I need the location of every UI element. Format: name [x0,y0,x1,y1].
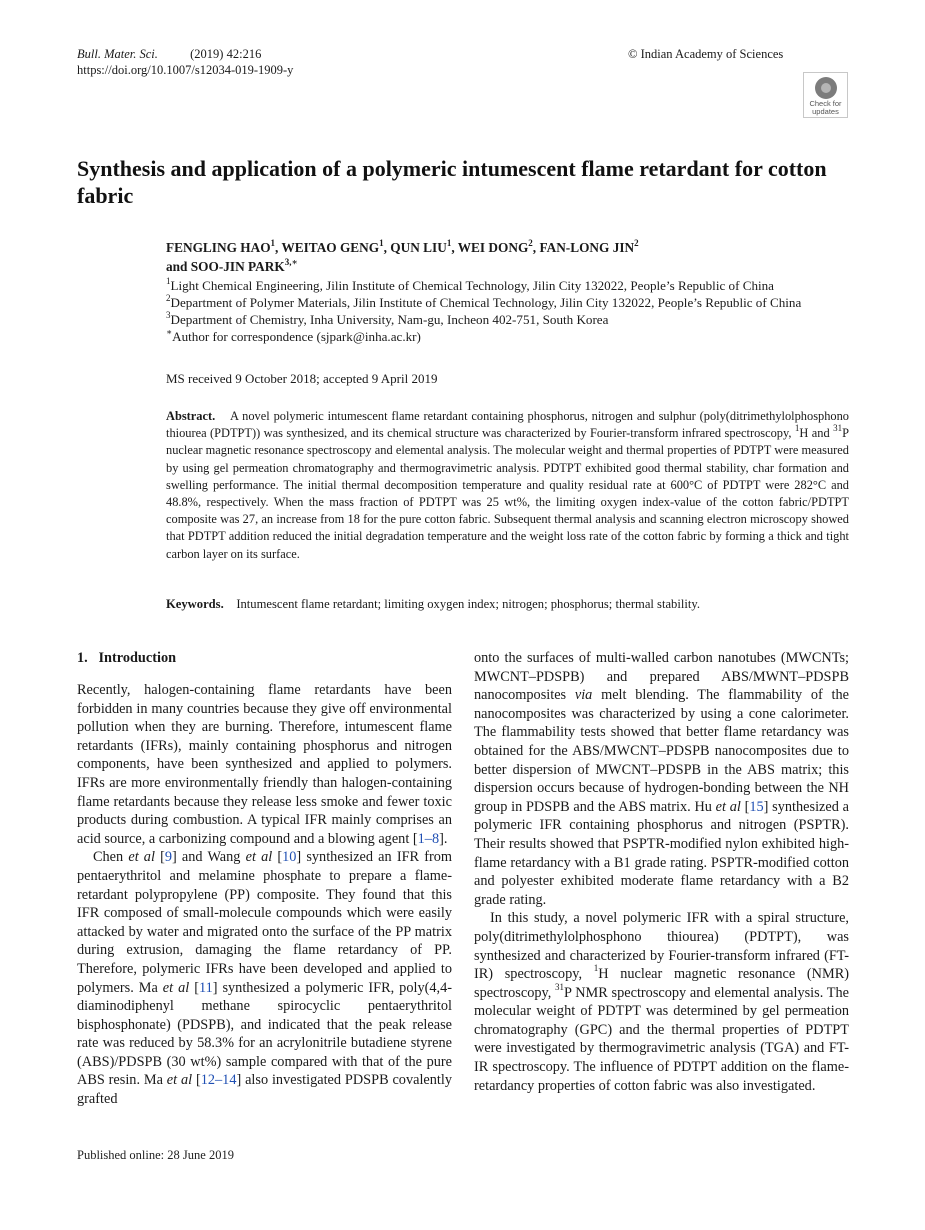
et-al: et al [245,849,273,866]
author-sep: , [532,240,540,255]
author-sup: 2 [528,237,533,248]
affiliation-sup: 3 [166,309,171,320]
para-text: [ [740,798,750,815]
para-sup: 31 [555,981,565,992]
author: WEITAO GENG [281,240,380,255]
doi-link[interactable]: https://doi.org/10.1007/s12034-019-1909-y [77,63,294,77]
author-sup: 1 [379,237,384,248]
published-online: Published online: 28 June 2019 [77,1148,234,1162]
para-text: ] synthesized a polymeric IFR containing phosphorus and nitrogen (PSPTR). Their results showed that PSPTR-modified nylon exhibited high-flame retardancy with a B1 grade rating. PSPTR-modified cotton and polyester exhibited moderate flame retardancy with a B2 grade rating. [474,798,849,908]
affiliation-text: Department of Chemistry, Inha University, Nam-gu, Incheon 402-751, South Korea [170,312,609,327]
paragraph [474,649,849,909]
author-list [166,238,866,276]
affiliation [166,277,866,294]
para-text: H nuclear magnetic resonance (NMR) spectroscopy, [474,966,849,1001]
abstract-text: P nuclear magnetic resonance spectroscopy and elemental analysis. The molecular weight and thermal properties of PDTPT were measured by using gel permeation chromatography and thermogravimetric analysis. PDTPT exhibited good thermal stability, char formation and swelling performance. The initial thermal decomposition temperature and quality residual rate at 600°C of PDTPT were 282°C and 48.8%, respectively. When the mass fraction of PDTPT was 25 wt%, the limiting oxygen index-value of the cotton fabric/PDTPT composite was 27, an increase from 18 for the pure cotton fabric. Subsequent thermal analysis and scanning electron microscopy showed that PDTPT addition reduced the initial degradation temperature and the weight loss rate of the cotton fabric by forming a thick and tight carbon layer on its surface. [166,426,849,561]
citation-link[interactable]: 10 [282,849,297,866]
para-text: ]. [439,830,448,847]
journal-volume: (2019) 42:216 [190,47,262,61]
right-column [474,649,849,1095]
author: and SOO-JIN PARK [166,259,285,274]
abstract-sup: 1 [794,423,800,434]
para-text: In this study, a novel polymeric IFR with a spiral structure, poly(ditrimethylolphosphono thiourea) (PDTPT), was synthesized and characterized by Fourier-transform infrared (FT-IR) spectroscopy, [474,910,849,983]
journal-name: Bull. Mater. Sci. [77,47,158,61]
author-sep: , [275,240,282,255]
author-sup: 1 [270,237,276,248]
publisher-copyright: © Indian Academy of Sciences [628,47,784,61]
citation-link[interactable]: 12–14 [200,1072,237,1089]
para-text: [ [189,979,199,996]
affiliation-sup: ∗ [166,326,173,337]
paragraph [77,681,452,848]
para-text: onto the surfaces of multi-walled carbon nanotubes (MWCNTs; MWCNT–PDSPB) and prepared ABS/MWNT–PDSPB nanocomposites [474,650,849,704]
author-sup: 3,∗ [284,256,298,267]
para-text: ] synthesized a polymeric IFR, poly(4,4-diaminodiphenyl methane spirocyclic pentaerythritol bisphosphonate) (PDSPB), and indicated that the peak release rate was reduced by 58.3% for an acrylonitrile butadiene styrene (ABS)/PDSPB (30 wt%) sample compared with that of the pure ABS resin. Ma [77,979,452,1089]
keywords-label: Keywords. [166,597,224,611]
paper-title: Synthesis and application of a polymeric intumescent flame retardant for cotton fabric [77,156,827,208]
para-text: ] also investigated PDSPB covalently grafted [77,1072,453,1108]
received-dates: MS received 9 October 2018; accepted 9 April 2019 [166,371,438,386]
author-sep: , [451,240,458,255]
para-text: melt blending. The flammability of the nanocomposites was characterized by using a cone calorimeter. The flammability tests showed that better flame retardancy was obtained for the ABS/MWCNT–PDSPB nanocomposites due to better dispersion of MWCNT–PDSPB in the ABS matrix; this dispersion occurs because of hydrogen-bonding between the NH group in PDSPB and the ABS matrix. Hu [474,687,849,815]
affiliation-sup: 1 [166,275,171,286]
check-updates-icon [815,77,837,99]
para-text: ] synthesized an IFR from pentaerythritol and melamine phosphate to prepare a flame-retardant polypropylene (PP) composite. They found that this IFR composed of small-molecule compounds which were easily attacked by water and migrated onto the surface of the PP matrix during extrusion, damaging the flame retardancy of PP. Therefore, polymeric IFRs have been developed and applied to polymers. Ma [77,849,453,996]
author: FAN-LONG JIN [539,240,635,255]
badge-line2: updates [812,107,839,116]
para-sup: 1 [593,963,599,974]
para-text: ] and Wang [172,849,246,866]
et-al: et al [715,798,741,815]
section-title: Introduction [98,650,177,666]
abstract [166,408,849,563]
para-text: Chen [93,849,129,866]
paragraph [77,848,452,1108]
abstract-label: Abstract. [166,409,216,423]
abstract-sup: 31 [833,423,843,434]
affiliation-text: Department of Polymer Materials, Jilin Institute of Chemical Technology, Jilin City 132022, People’s Republic of China [170,295,802,310]
affiliation [166,294,866,311]
et-al: et al [162,979,190,996]
via-italic: via [574,687,593,704]
badge-line1: Check for [809,99,842,108]
correspondence [166,328,866,345]
author-sup: 2 [634,237,639,248]
et-al: et al [128,849,155,866]
para-text: [ [154,849,165,866]
keywords-text: Intumescent flame retardant; limiting oxygen index; nitrogen; phosphorus; thermal stability. [236,597,700,611]
affiliation-sup: 2 [166,292,171,303]
section-heading [77,649,176,668]
para-text: [ [192,1072,201,1089]
section-number: 1. [77,650,88,666]
paragraph [474,909,849,1095]
author: FENGLING HAO [166,240,271,255]
para-text: Recently, halogen-containing flame retardants have been forbidden in many countries because they give off environmental pollution when they are burning. Therefore, intumescent flame retardants (IFRs), mainly containing phosphorus and nitrogen components, have been synthesized and applied to polymers. IFRs are more environmentally friendly than halogen-containing flame retardants because they release less smoke and fewer toxic products during combustion. A typical IFR mainly comprises an acid source, a carbonizing compound and a blowing agent [ [77,682,452,847]
para-text: P NMR spectroscopy and elemental analysis. The molecular weight of PDTPT was determined by gel permeation chromatography (GPC) and the thermal properties of PDTPT were investigated by thermogravimetric analysis (TGA) and FT-IR spectroscopy. The influence of PDTPT addition on the flame-retardancy properties of cotton fabric was also investigated. [474,984,849,1094]
citation-link[interactable]: 11 [198,979,213,996]
para-text: [ [272,849,283,866]
abstract-text: A novel polymeric intumescent flame retardant containing phosphorus, nitrogen and sulphur (poly(ditrimethylolphosphono thiourea (PDTPT)) was synthesized, and its chemical structure was characterized by Fourier-transform infrared spectroscopy, [166,409,849,441]
et-al: et al [166,1072,193,1089]
citation-link[interactable]: 15 [749,798,764,815]
affiliation [166,311,866,328]
left-column [77,681,452,1109]
author-sep: , [383,240,391,255]
author: WEI DONG [457,240,529,255]
journal-header [77,46,261,62]
check-for-updates-badge[interactable] [803,72,848,118]
citation-link[interactable]: 1–8 [417,830,440,847]
abstract-text: H and [799,426,834,441]
author: QUN LIU [390,240,447,255]
affiliation-text: Light Chemical Engineering, Jilin Institute of Chemical Technology, Jilin City 132022, People’s Republic of China [170,278,774,293]
keywords [166,596,849,613]
correspondence-text: Author for correspondence (sjpark@inha.ac.kr) [172,329,421,344]
citation-link[interactable]: 9 [164,849,173,866]
author-sup: 1 [446,237,452,248]
